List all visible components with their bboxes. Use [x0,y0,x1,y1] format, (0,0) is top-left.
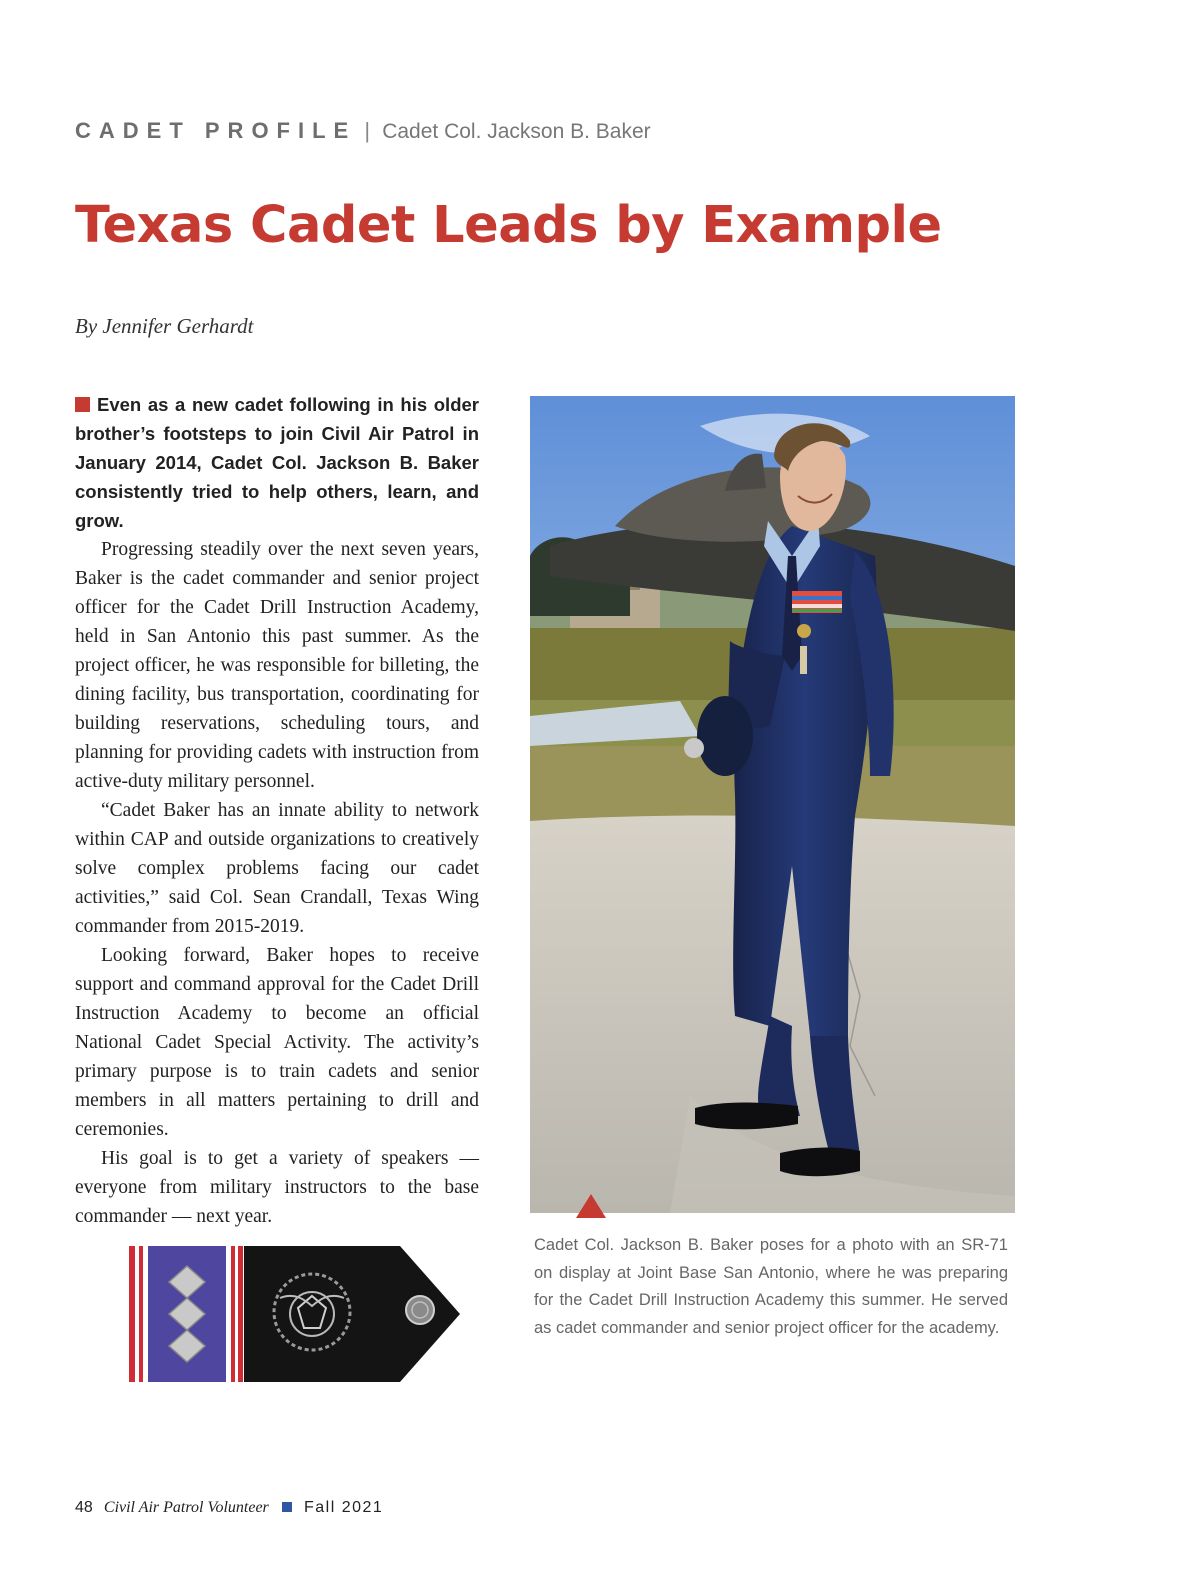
publication-name: Civil Air Patrol Volunteer [103,1499,269,1516]
body-paragraph-4: His goal is to get a variety of speakers — everyone from military instructors to the base commander — next year. [75,1148,479,1227]
body-paragraph-1: Progressing steadily over the next seven years, Baker is the cadet commander and senior project officer for the Cadet Drill Instruction Academy, held in San Antonio this past summer. As the project officer, he was responsible for billeting, the dining facility, bus transportation, coordinating for building reservations, scheduling tours, and planning for providing cadets with instruction from active-duty military personnel. [75,539,479,792]
lede-paragraph [75,390,479,535]
article-body [75,390,479,1231]
cadet-photo-illustration [530,396,1015,1213]
page-number: 48 [75,1499,93,1516]
issue-label: Fall 2021 [303,1499,384,1516]
caption-pointer-icon [576,1194,606,1218]
article-headline: Texas Cadet Leads by Example [75,196,942,255]
shoulder-board-illustration [120,1240,464,1388]
shoulder-board-insignia [120,1240,464,1388]
lede-text: Even as a new cadet following in his older brother’s footsteps to join Civil Air Patrol in January 2014, Cadet Col. Jackson B. Baker consistently tried to help others, learn, and grow. [75,394,479,531]
section-label [75,118,651,144]
page-footer [75,1497,383,1517]
photo-caption: Cadet Col. Jackson B. Baker poses for a photo with an SR-71 on display at Joint Base San Antonio, where he was preparing for the Cadet Drill Instruction Academy this summer. He served as cadet commander and senior project officer for the academy. [534,1236,1008,1337]
footer-square-icon [282,1502,292,1512]
section-subject: Cadet Col. Jackson B. Baker [382,120,651,143]
section-separator: | [364,118,371,143]
section-kicker: CADET PROFILE [75,118,357,143]
body-paragraph-3: Looking forward, Baker hopes to receive support and command approval for the Cadet Drill Instruction Academy to become an official National Cadet Special Activity. The activity’s primary purpose is to train cadets and senior members in all matters pertaining to drill and ceremonies. [75,945,479,1140]
cadet-photo [530,396,1015,1213]
lede-square-icon [75,397,90,412]
byline: By Jennifer Gerhardt [75,314,254,338]
body-paragraph-2: “Cadet Baker has an innate ability to network within CAP and outside organizations to creatively solve complex problems facing our cadet activities,” said Col. Sean Crandall, Texas Wing commander from 2015-2019. [75,800,479,937]
